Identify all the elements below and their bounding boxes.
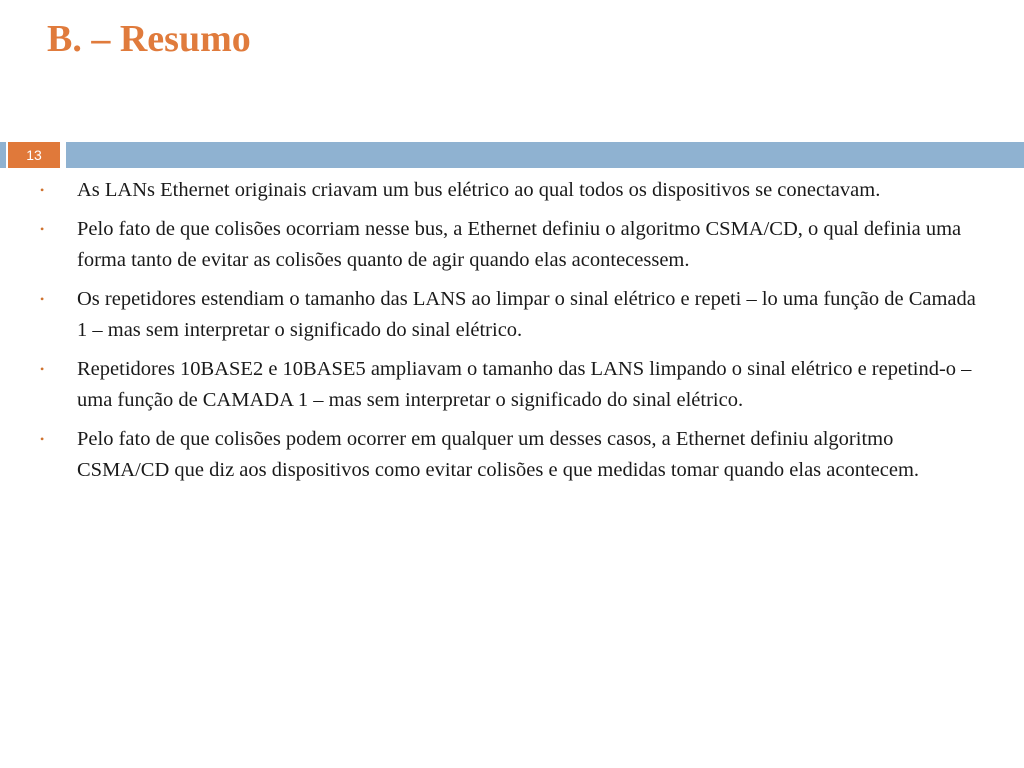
bullet-text: Pelo fato de que colisões ocorriam nesse bus, a Ethernet definiu o algoritmo CSMA/CD, o qual definia uma forma tanto de evitar as colisões quanto de agir quando elas acontecessem. (77, 218, 962, 271)
bullet-text: Pelo fato de que colisões podem ocorrer em qualquer um desses casos, a Ethernet definiu algoritmo CSMA/CD que diz aos dispositivos como evitar colisões e que medidas tomar quando elas acontecem. (77, 428, 920, 481)
header-bar-left-segment (0, 142, 6, 168)
bullet-item (40, 284, 990, 346)
bullet-list (40, 175, 990, 494)
bullet-text: Os repetidores estendiam o tamanho das LANS ao limpar o sinal elétrico e repeti – lo uma função de Camada 1 – mas sem interpretar o significado do sinal elétrico. (77, 288, 976, 341)
bullet-dot-icon: • (40, 362, 45, 376)
bullet-text: Repetidores 10BASE2 e 10BASE5 ampliavam o tamanho das LANS limpando o sinal elétrico e repetind-o – uma função de CAMADA 1 – mas sem interpretar o significado do sinal elétrico. (77, 358, 972, 411)
bullet-dot-icon: • (40, 183, 45, 197)
bullet-dot-icon: • (40, 432, 45, 446)
slide-title: B. – Resumo (47, 18, 251, 60)
page-number-badge: 13 (8, 142, 60, 168)
bullet-item (40, 424, 990, 486)
bullet-item (40, 175, 990, 206)
bullet-dot-icon: • (40, 222, 45, 236)
bullet-item (40, 214, 990, 276)
header-bar (0, 142, 1024, 168)
bullet-dot-icon: • (40, 292, 45, 306)
header-bar-right-segment (66, 142, 1024, 168)
bullet-text: As LANs Ethernet originais criavam um bus elétrico ao qual todos os dispositivos se conectavam. (77, 179, 881, 201)
bullet-item (40, 354, 990, 416)
